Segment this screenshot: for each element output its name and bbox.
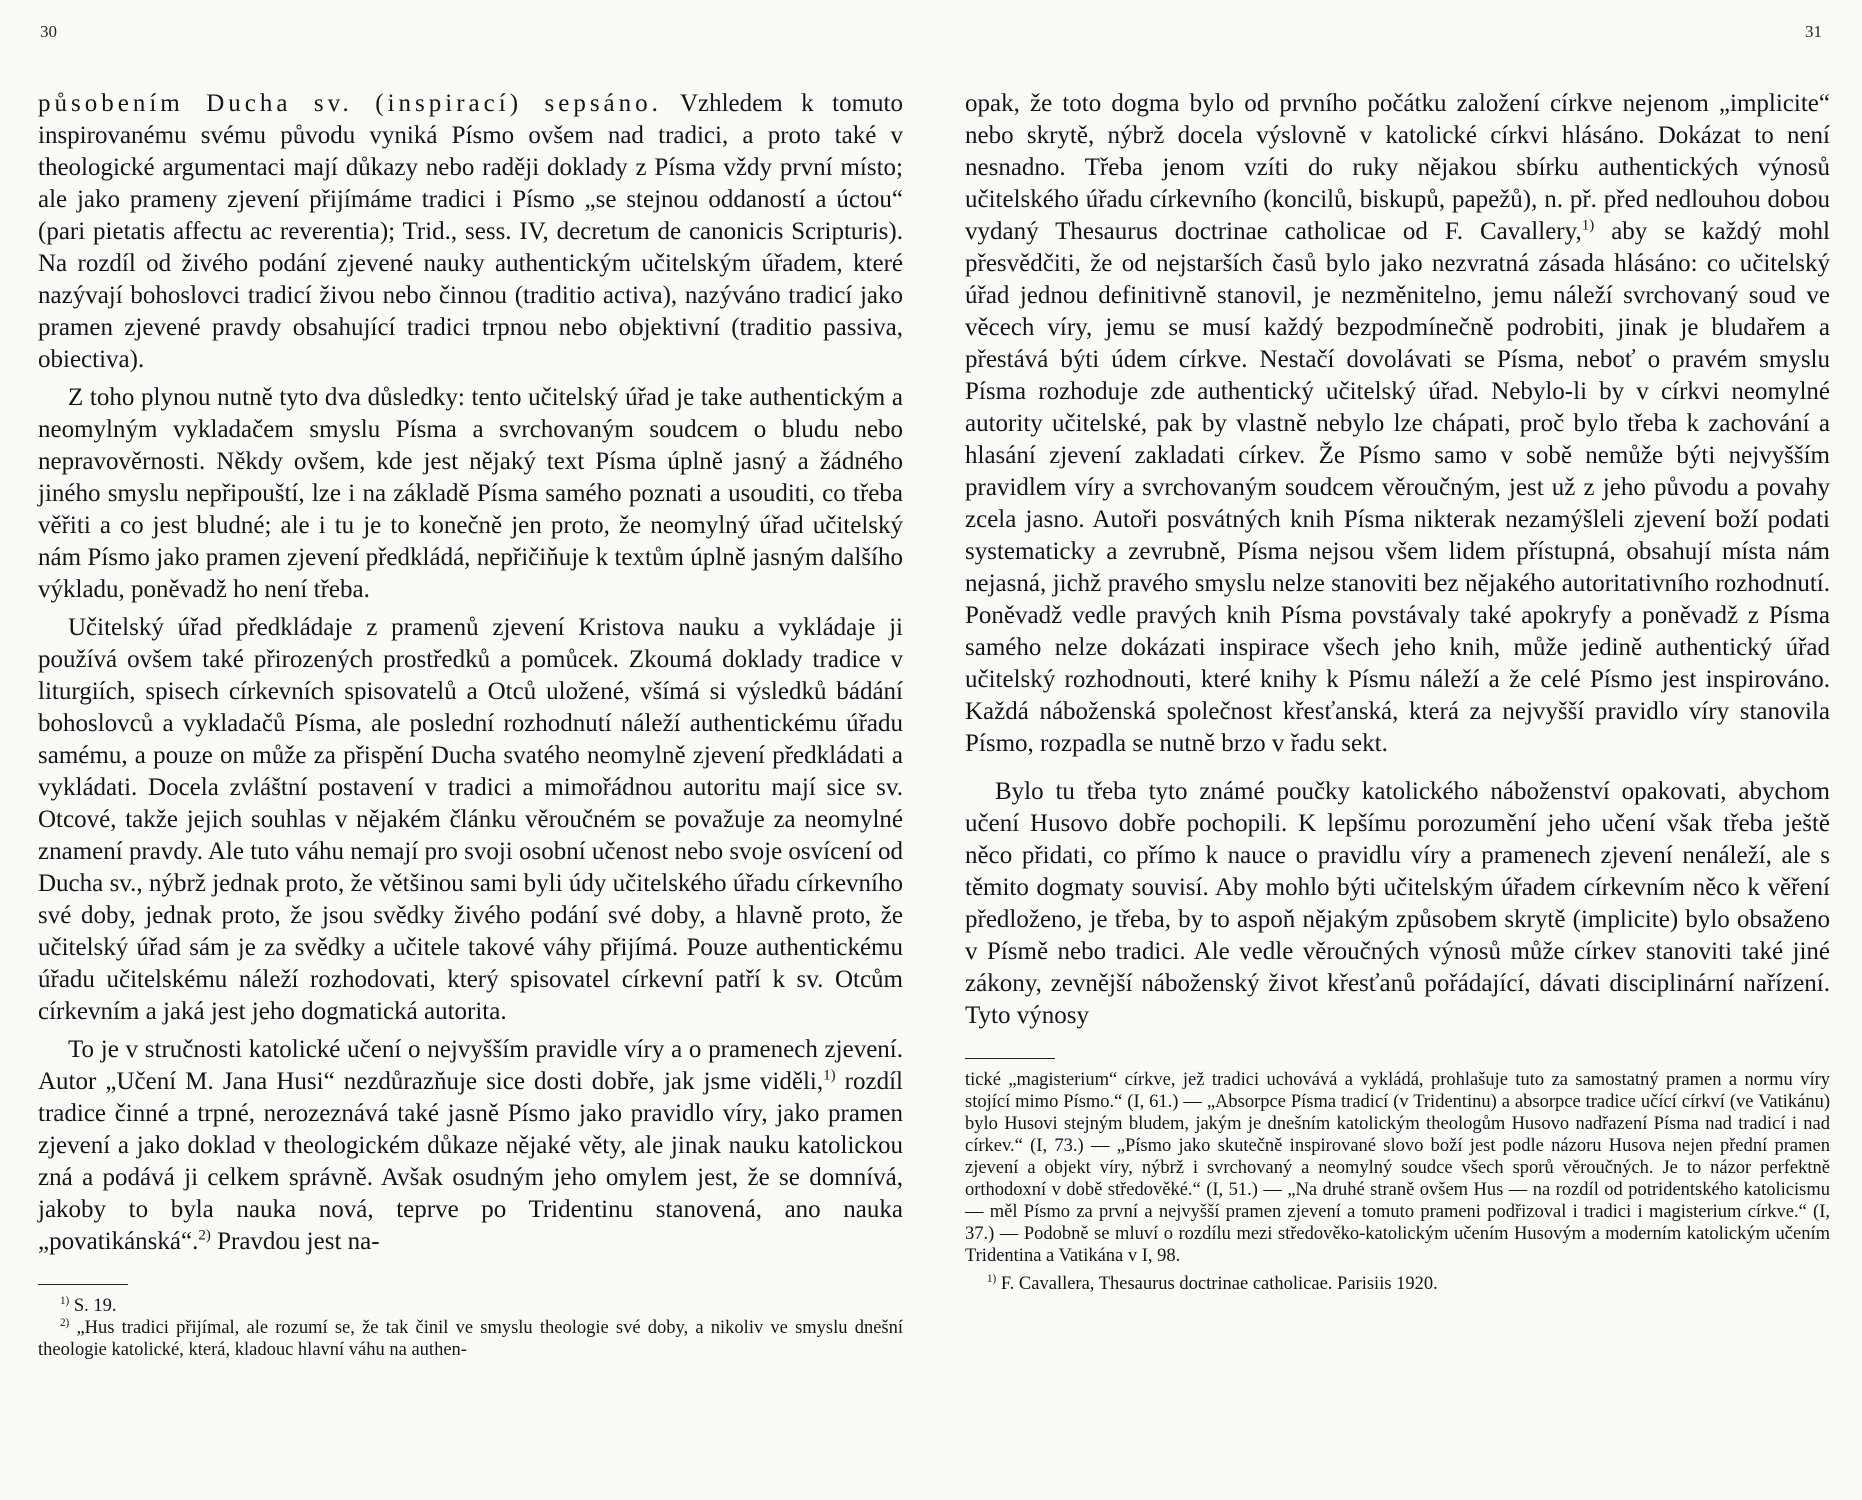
right-footnotes bbox=[965, 1069, 1830, 1295]
footnote-continuation: tické „magisterium“ církve, jež tradici uchovává a vykládá, prohlašuje tuto za samostatný pramen a normu víry stojící mimo Písmo.“ (I, 61.) — „Absorpce Písma tradicí (v Tridentinu) a absorpce tradice učící církví (ve Vatikánu) bylo Husovi stejným bludem, jakým je dnešním katolickým theologům Husovo nadřazení Písma nad tradicí i nad církev.“ (I, 73.) — „Písmo jako skutečně inspirované slovo boží jest podle názoru Husova nejen přední pramen zjevení a objekt víry, nýbrž i svrchovaný a neomylný soudce všech sporů věroučných. Je to názor perfektně orthodoxní v době středověké.“ (I, 51.) — „Na druhé straně ovšem Hus — na rozdíl od potridentského katolicismu — měl Písmo za první a nejvyšší pramen zjevení a tomuto prameni podřizoval i tradici i magisterium církve.“ (I, 37.) — Podobně se mluví o rozdílu mezi středověko-katolickým učením Husovým a moderním katolickým učením Tridentina a Vatikána v I, 98. bbox=[965, 1070, 1830, 1266]
left-paragraph-1: působením Ducha sv. (inspirací) sepsáno. Vzhledem k tomuto inspirovanému svému původu vyniká Písmo ovšem nad tradici, a proto také v theologické argumentaci mají důkazy nebo raději doklady z Písma vždy první místo; ale jako prameny zjevení přijímáme tradici i Písmo „se stejnou oddaností a úctou“ (pari pietatis affectu ac reverentia); Trid., sess. IV, decretum de canonicis Scripturis). Na rozdíl od živého podání zjevené nauky authentickým učitelským úřadem, které nazývají bohoslovci tradicí živou nebo činnou (traditio activa), nazýváno tradicí jako pramen zjevené pravdy obsahující tradici trpnou nebo objektivní (traditio passiva, obiectiva). bbox=[38, 90, 903, 373]
right-page bbox=[965, 88, 1830, 1295]
left-footnotes bbox=[38, 1295, 903, 1361]
footnote: $^{1)}$ S. 19. bbox=[60, 1294, 117, 1316]
right-page-number: 31 bbox=[1805, 22, 1822, 41]
left-page-number: 30 bbox=[40, 22, 57, 41]
footnote-rule bbox=[38, 1284, 128, 1285]
footnote-ref: 1) bbox=[1581, 217, 1595, 234]
spaced-emphasis: působením Ducha sv. (inspirací) sepsáno. bbox=[38, 90, 662, 117]
right-body bbox=[965, 88, 1830, 1032]
right-paragraph-1: opak, že toto dogma bylo od prvního počátku založení církve nejenom „implicite“ nebo skrytě, nýbrž docela výslovně v katolické církvi hlásáno. Dokázat to není nesnadno. Třeba jenom vzíti do ruky nějakou sbírku authentických výnosů učitelského úřadu církevního (koncilů, biskupů, papežů), n. př. před nedlouhou dobou vydaný Thesaurus doctrinae catholicae od F. Cavallery,$^{1)}$ aby se každý mohl přesvědčiti, že od nejstarších časů bylo jako nezvratná zásada hlásáno: co učitelský úřad jednou definitivně stanovil, je nezměnitelno, jemu náleží svrchovaný soud ve věcech víry, jemu se musí každý bezpodmínečně podrobiti, jinak je bludařem a přestává býti údem církve. Nestačí dovolávati se Písma, neboť o pravém smyslu Písma rozhoduje zde authentický učitelský úřad. Nebylo-li by v církvi neomylné autority učitelské, pak by vlastně nebylo lze chápati, proč bylo třeba k zachování a hlasání zjevení zakladati církev. Že Písmo samo v sobě nemůže býti nejvyšším pravidlem víry a svrchovaným soudcem věroučným, jest už z jeho původu a povahy zcela jasno. Autoři posvátných knih Písma nikterak nezamýšleli zjevení boží podati systematicky a zevrubně, Písma nejsou všem lidem přístupná, obsahují místa nám nejasná, jichž pravého smyslu nelze stanoviti bez nějakého autoritativního rozhodnutí. Poněvadž vedle pravých knih Písma povstávaly také apokryfy a poněvadž z Písma samého nelze dokázati inspirace všech jeho knih, může jedině authentický úřad učitelský rozhodnouti, které knihy k Písmu náleží a že celé Písmo jest inspirováno. Každá náboženská společnost křesťanská, která za nejvyšší pravidlo víry stanovila Písmo, rozpadla se nutně brzo v řadu sekt. bbox=[965, 90, 1830, 757]
left-paragraph-4: To je v stručnosti katolické učení o nejvyšším pravidle víry a o pramenech zjevení. Autor „Učení M. Jana Husi“ nezdůrazňuje sice dosti dobře, jak jsme viděli,$^{1)}$ rozdíl tradice činné a trpné, nerozeznává také jasně Písmo jako pravidlo víry, jako pramen zjevení a jako doklad v theologickém důkaze nějaké věty, ale jinak nauku katolickou zná a podává ji celkem správně. Avšak osudným jeho omylem jest, že se domnívá, jakoby to byla nauka nová, teprve po Tridentinu stanovená, ano nauka „povatikánská“.$^{2)}$ Pravdou jest na- bbox=[38, 1036, 903, 1255]
right-paragraph-2: Bylo tu třeba tyto známé poučky katolického náboženství opakovati, abychom učení Husovo dobře pochopili. K lepšímu porozumění jeho učení však třeba ještě něco přidati, co přímo k nauce o pravidlu víry a pramenech zjevení nenáleží, ale s těmito dogmaty souvisí. Aby mohlo býti učitelským úřadem církevním něco k věření předloženo, je třeba, by to aspoň nějakým způsobem skrytě (implicite) bylo obsaženo v Písmě nebo tradici. Ale vedle věroučných výnosů může církev stanoviti také jiné zákony, zevnější náboženský život křesťanů pořádající, dávati disciplinární nařízení. Tyto výnosy bbox=[965, 778, 1830, 1029]
left-paragraph-3: Učitelský úřad předkládaje z pramenů zjevení Kristova nauku a vykládaje ji používá ovšem také přirozených prostředků a pomůcek. Zkoumá doklady tradice v liturgiích, spisech církevních spisovatelů a Otců uložené, všímá si výsledků bádání bohoslovců a vykladačů Písma, ale poslední rozhodnutí náleží authentickému úřadu samému, a pouze on může za přispění Ducha svatého neomylně zjevení předkládati a vykládati. Docela zvláštní postavení v tradici a mimořádnou autoritu mají sice sv. Otcové, takže jejich souhlas v nějakém článku věroučném se považuje za neomylné znamení pravdy. Ale tuto váhu nemají pro svoji osobní učenost nebo svoje osvícení od Ducha sv., nýbrž jednak proto, že většinou sami byli údy učitelského úřadu církevního své doby, jednak proto, že jsou svědky živého podání své doby, a hlavně proto, že učitelský úřad sám je za svědky a učitele takové váhy přijímá. Pouze authentickému úřadu učitelskému náleží rozhodovati, který spisovatel církevní patří k sv. Otcům církevním a jaká jest jeho dogmatická autorita. bbox=[38, 614, 903, 1025]
left-paragraph-2: Z toho plynou nutně tyto dva důsledky: tento učitelský úřad je take authentickým a neomylným vykladačem smyslu Písma a svrchovaným soudcem o bludu nebo nepravověrnosti. Někdy ovšem, kde jest nějaký text Písma úplně jasný a žádného jiného smyslu nepřipouští, lze i na základě Písma samého poznati a usouditi, co třeba věřiti a co jest bludné; ale i tu je to konečně jen proto, že neomylný úřad učitelský nám Písmo jako pramen zjevení předkládá, nepřičiňuje k textům úplně jasným dalšího výkladu, poněvadž ho není třeba. bbox=[38, 384, 903, 603]
footnote-ref: 1) bbox=[823, 1067, 836, 1084]
left-body bbox=[38, 88, 903, 1258]
footnote: $^{1)}$ F. Cavallera, Thesaurus doctrinae catholicae. Parisiis 1920. bbox=[987, 1272, 1438, 1294]
left-page bbox=[38, 88, 903, 1361]
footnote-ref: 2) bbox=[198, 1227, 211, 1244]
footnote-rule bbox=[965, 1058, 1055, 1059]
footnote: $^{2)}$ „Hus tradici přijímal, ale rozumí se, že tak činil ve smyslu theologie své doby, a nikoliv ve smyslu dnešní theologie katolické, která, kladouc hlavní váhu na authen- bbox=[38, 1316, 903, 1360]
